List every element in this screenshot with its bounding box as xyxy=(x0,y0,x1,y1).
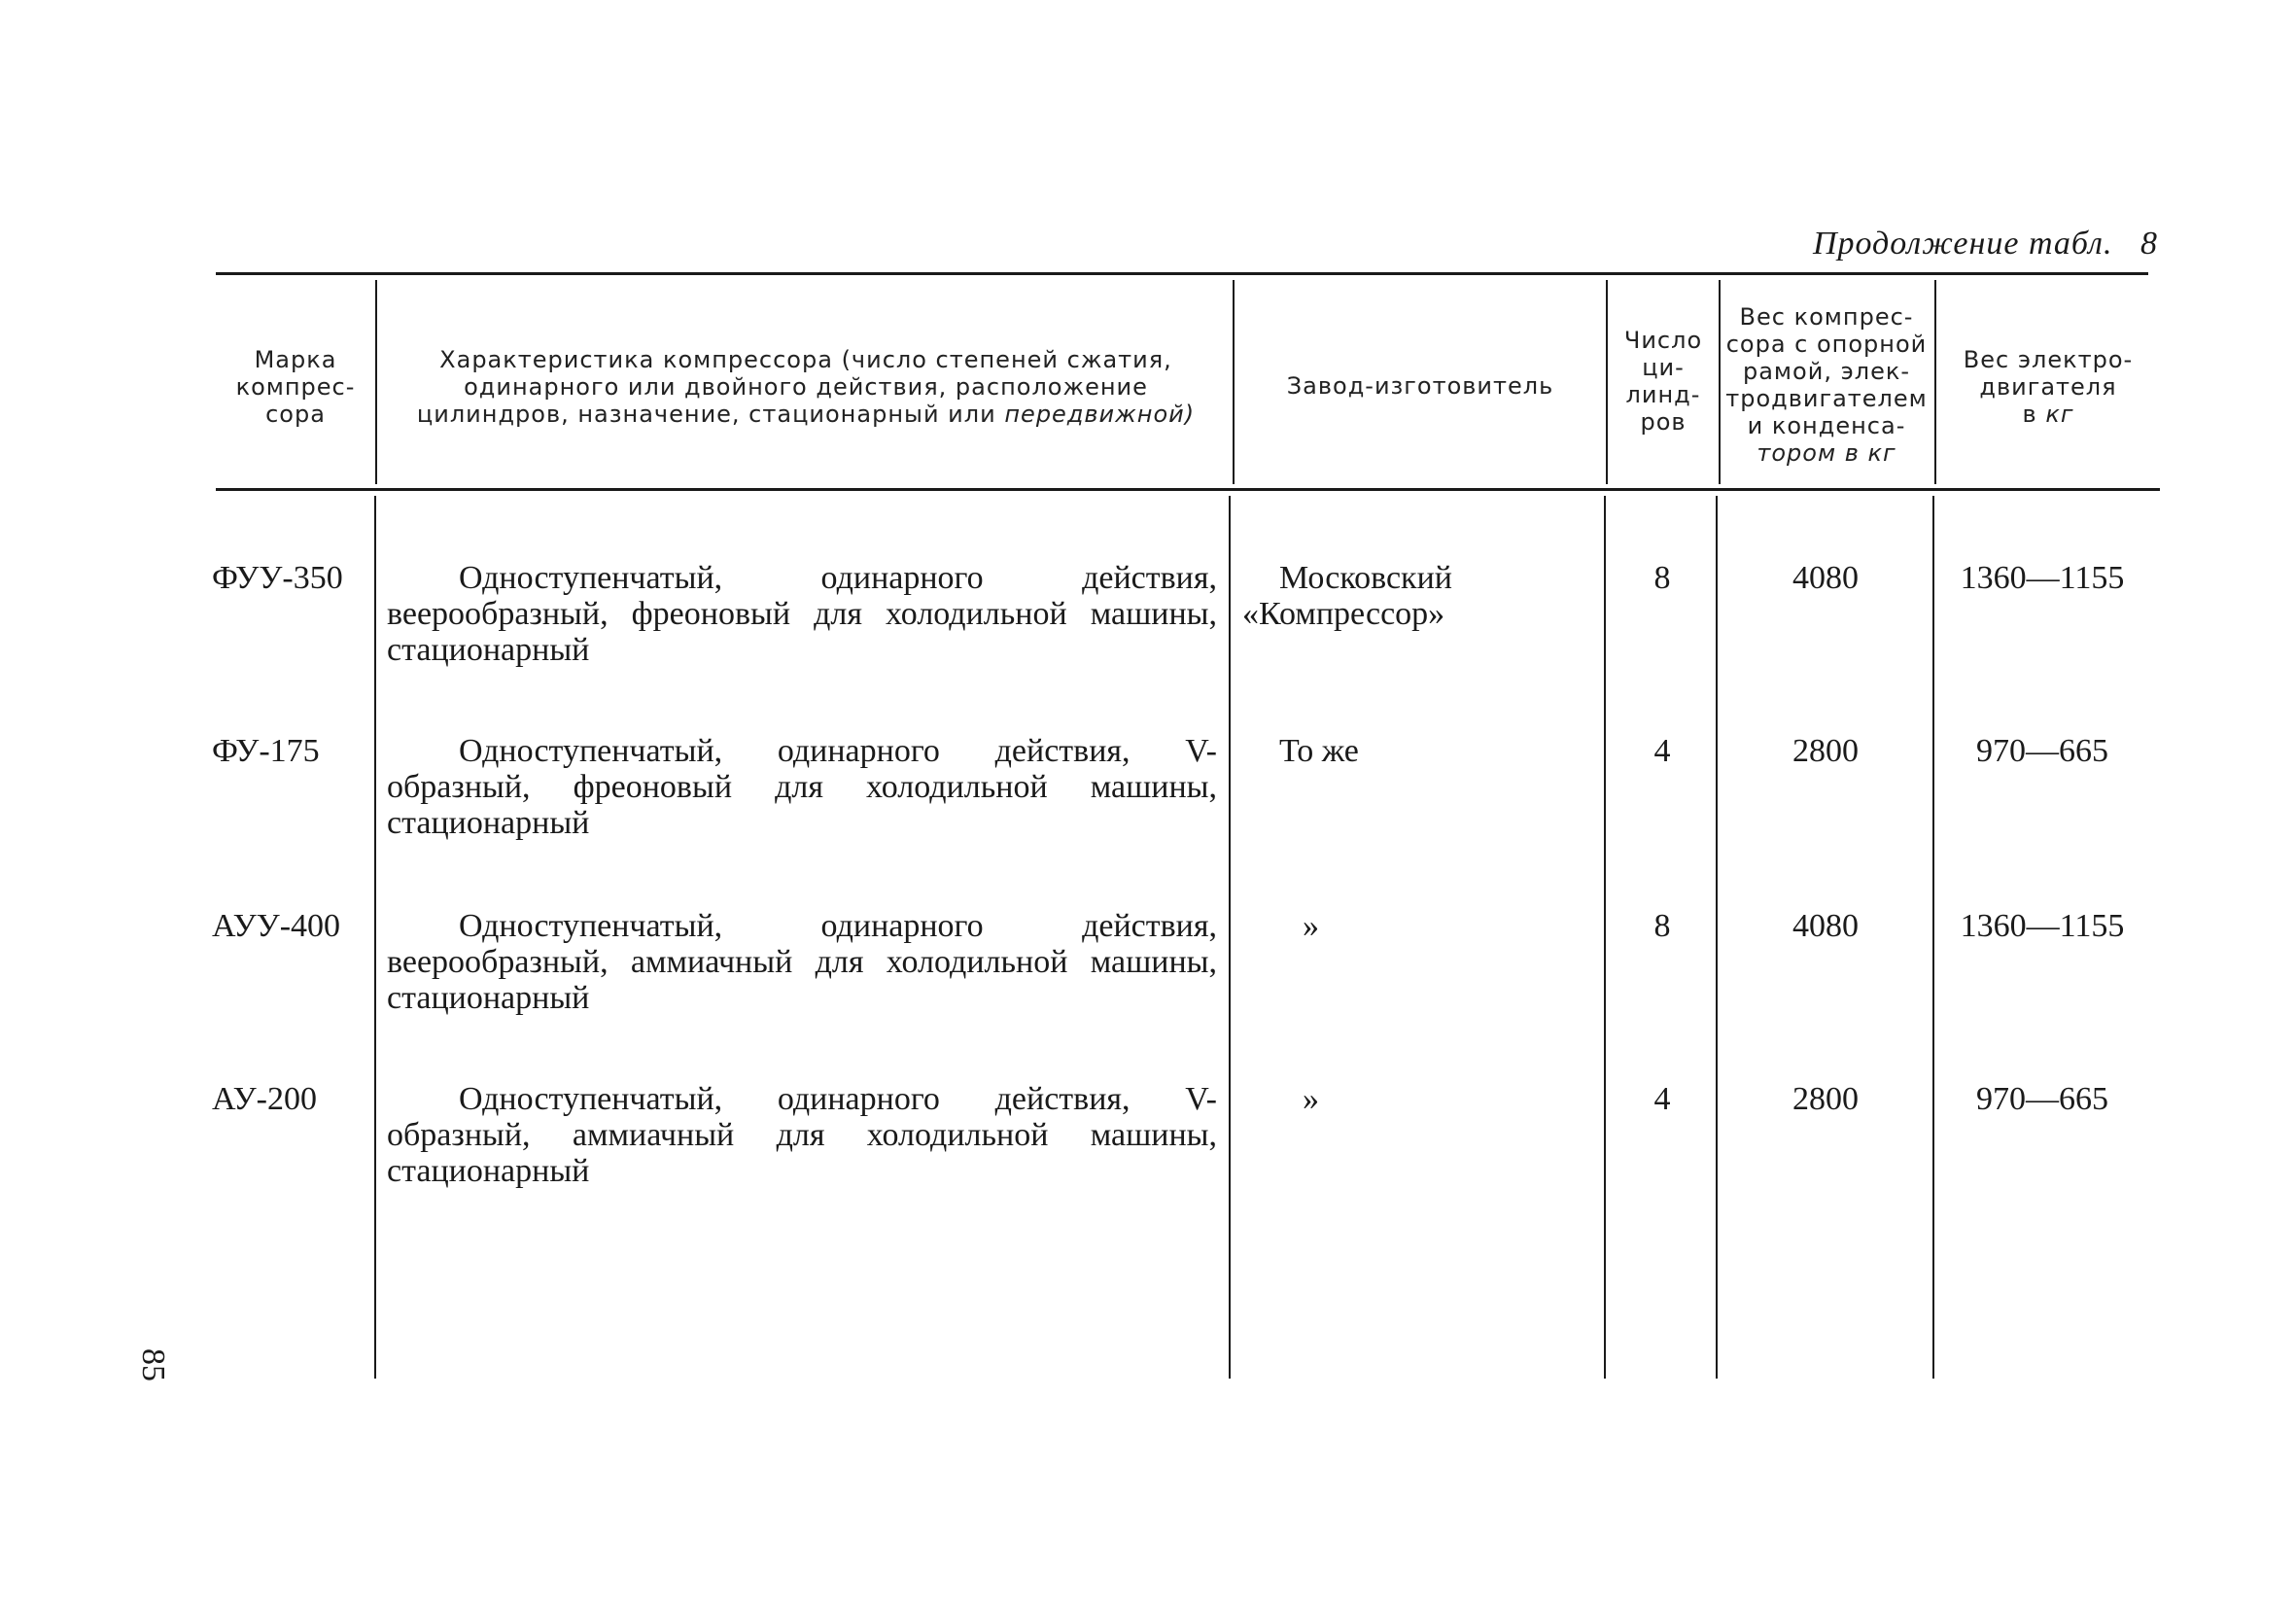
header-manufacturer: Завод-изготовитель xyxy=(1286,372,1554,400)
caption-text: Продолжение табл. xyxy=(1812,226,2113,262)
header-description: Характеристика компрессора (число степеней сжатия, одинарного или двойного действия, расположение цилиндров, назначение, стационарный или передвижной) xyxy=(416,346,1196,428)
table-top-rule xyxy=(216,272,2148,275)
row-manufacturer: То же xyxy=(1279,733,1359,769)
header-divider xyxy=(1934,280,1936,484)
header-divider xyxy=(375,280,377,484)
row-cylinders: 8 xyxy=(1653,560,1671,596)
row-description: Одноступенчатый, одинарного действия, V-образный, аммиачный для холодильной машины, стационарный xyxy=(387,1081,1217,1189)
row-weight: 2800 xyxy=(1792,1081,1859,1117)
header-weight: Вес компрес- сора с опорной рамой, элек- тродвигателем и конденса- тором в кг xyxy=(1725,303,1928,467)
row-motor-weight: 1360—1155 xyxy=(1960,560,2125,596)
row-brand: АУ-200 xyxy=(212,1081,317,1117)
row-cylinders: 8 xyxy=(1653,908,1671,944)
header-brand: Марка компрес- сора xyxy=(235,346,356,428)
body-divider xyxy=(374,496,376,1379)
header-bottom-rule xyxy=(216,488,2160,491)
header-divider xyxy=(1606,280,1608,484)
row-motor-weight: 970—665 xyxy=(1976,733,2108,769)
row-manufacturer: » xyxy=(1303,908,1319,944)
row-manufacturer: » xyxy=(1303,1081,1319,1117)
caption-table-number: 8 xyxy=(2140,226,2158,262)
row-cylinders: 4 xyxy=(1653,733,1671,769)
header-divider xyxy=(1233,280,1235,484)
row-brand: ФУ-175 xyxy=(212,733,320,769)
row-description: Одноступенчатый, одинарного действия, V-образный, фреоновый для холодильной машины, стационарный xyxy=(387,733,1217,841)
row-weight: 4080 xyxy=(1792,908,1859,944)
row-description: Одноступенчатый, одинарного действия, веерообразный, аммиачный для холодильной машины, стационарный xyxy=(387,908,1217,1016)
header-cylinders: Число ци- линд- ров xyxy=(1623,327,1703,436)
row-motor-weight: 1360—1155 xyxy=(1960,908,2125,944)
row-brand: АУУ-400 xyxy=(212,908,341,944)
header-motor-weight: Вес электро- двигателя в кг xyxy=(1963,346,2134,428)
body-divider xyxy=(1229,496,1231,1379)
page-number: 85 xyxy=(135,1348,171,1381)
table-caption xyxy=(1769,226,2158,262)
row-manufacturer: Московский «Компрессор» xyxy=(1242,560,1452,632)
row-cylinders: 4 xyxy=(1653,1081,1671,1117)
row-brand: ФУУ-350 xyxy=(212,560,343,596)
row-description: Одноступенчатый, одинарного действия, веерообразный, фреоновый для холодильной машины, стационарный xyxy=(387,560,1217,668)
row-motor-weight: 970—665 xyxy=(1976,1081,2108,1117)
row-weight: 4080 xyxy=(1792,560,1859,596)
row-weight: 2800 xyxy=(1792,733,1859,769)
